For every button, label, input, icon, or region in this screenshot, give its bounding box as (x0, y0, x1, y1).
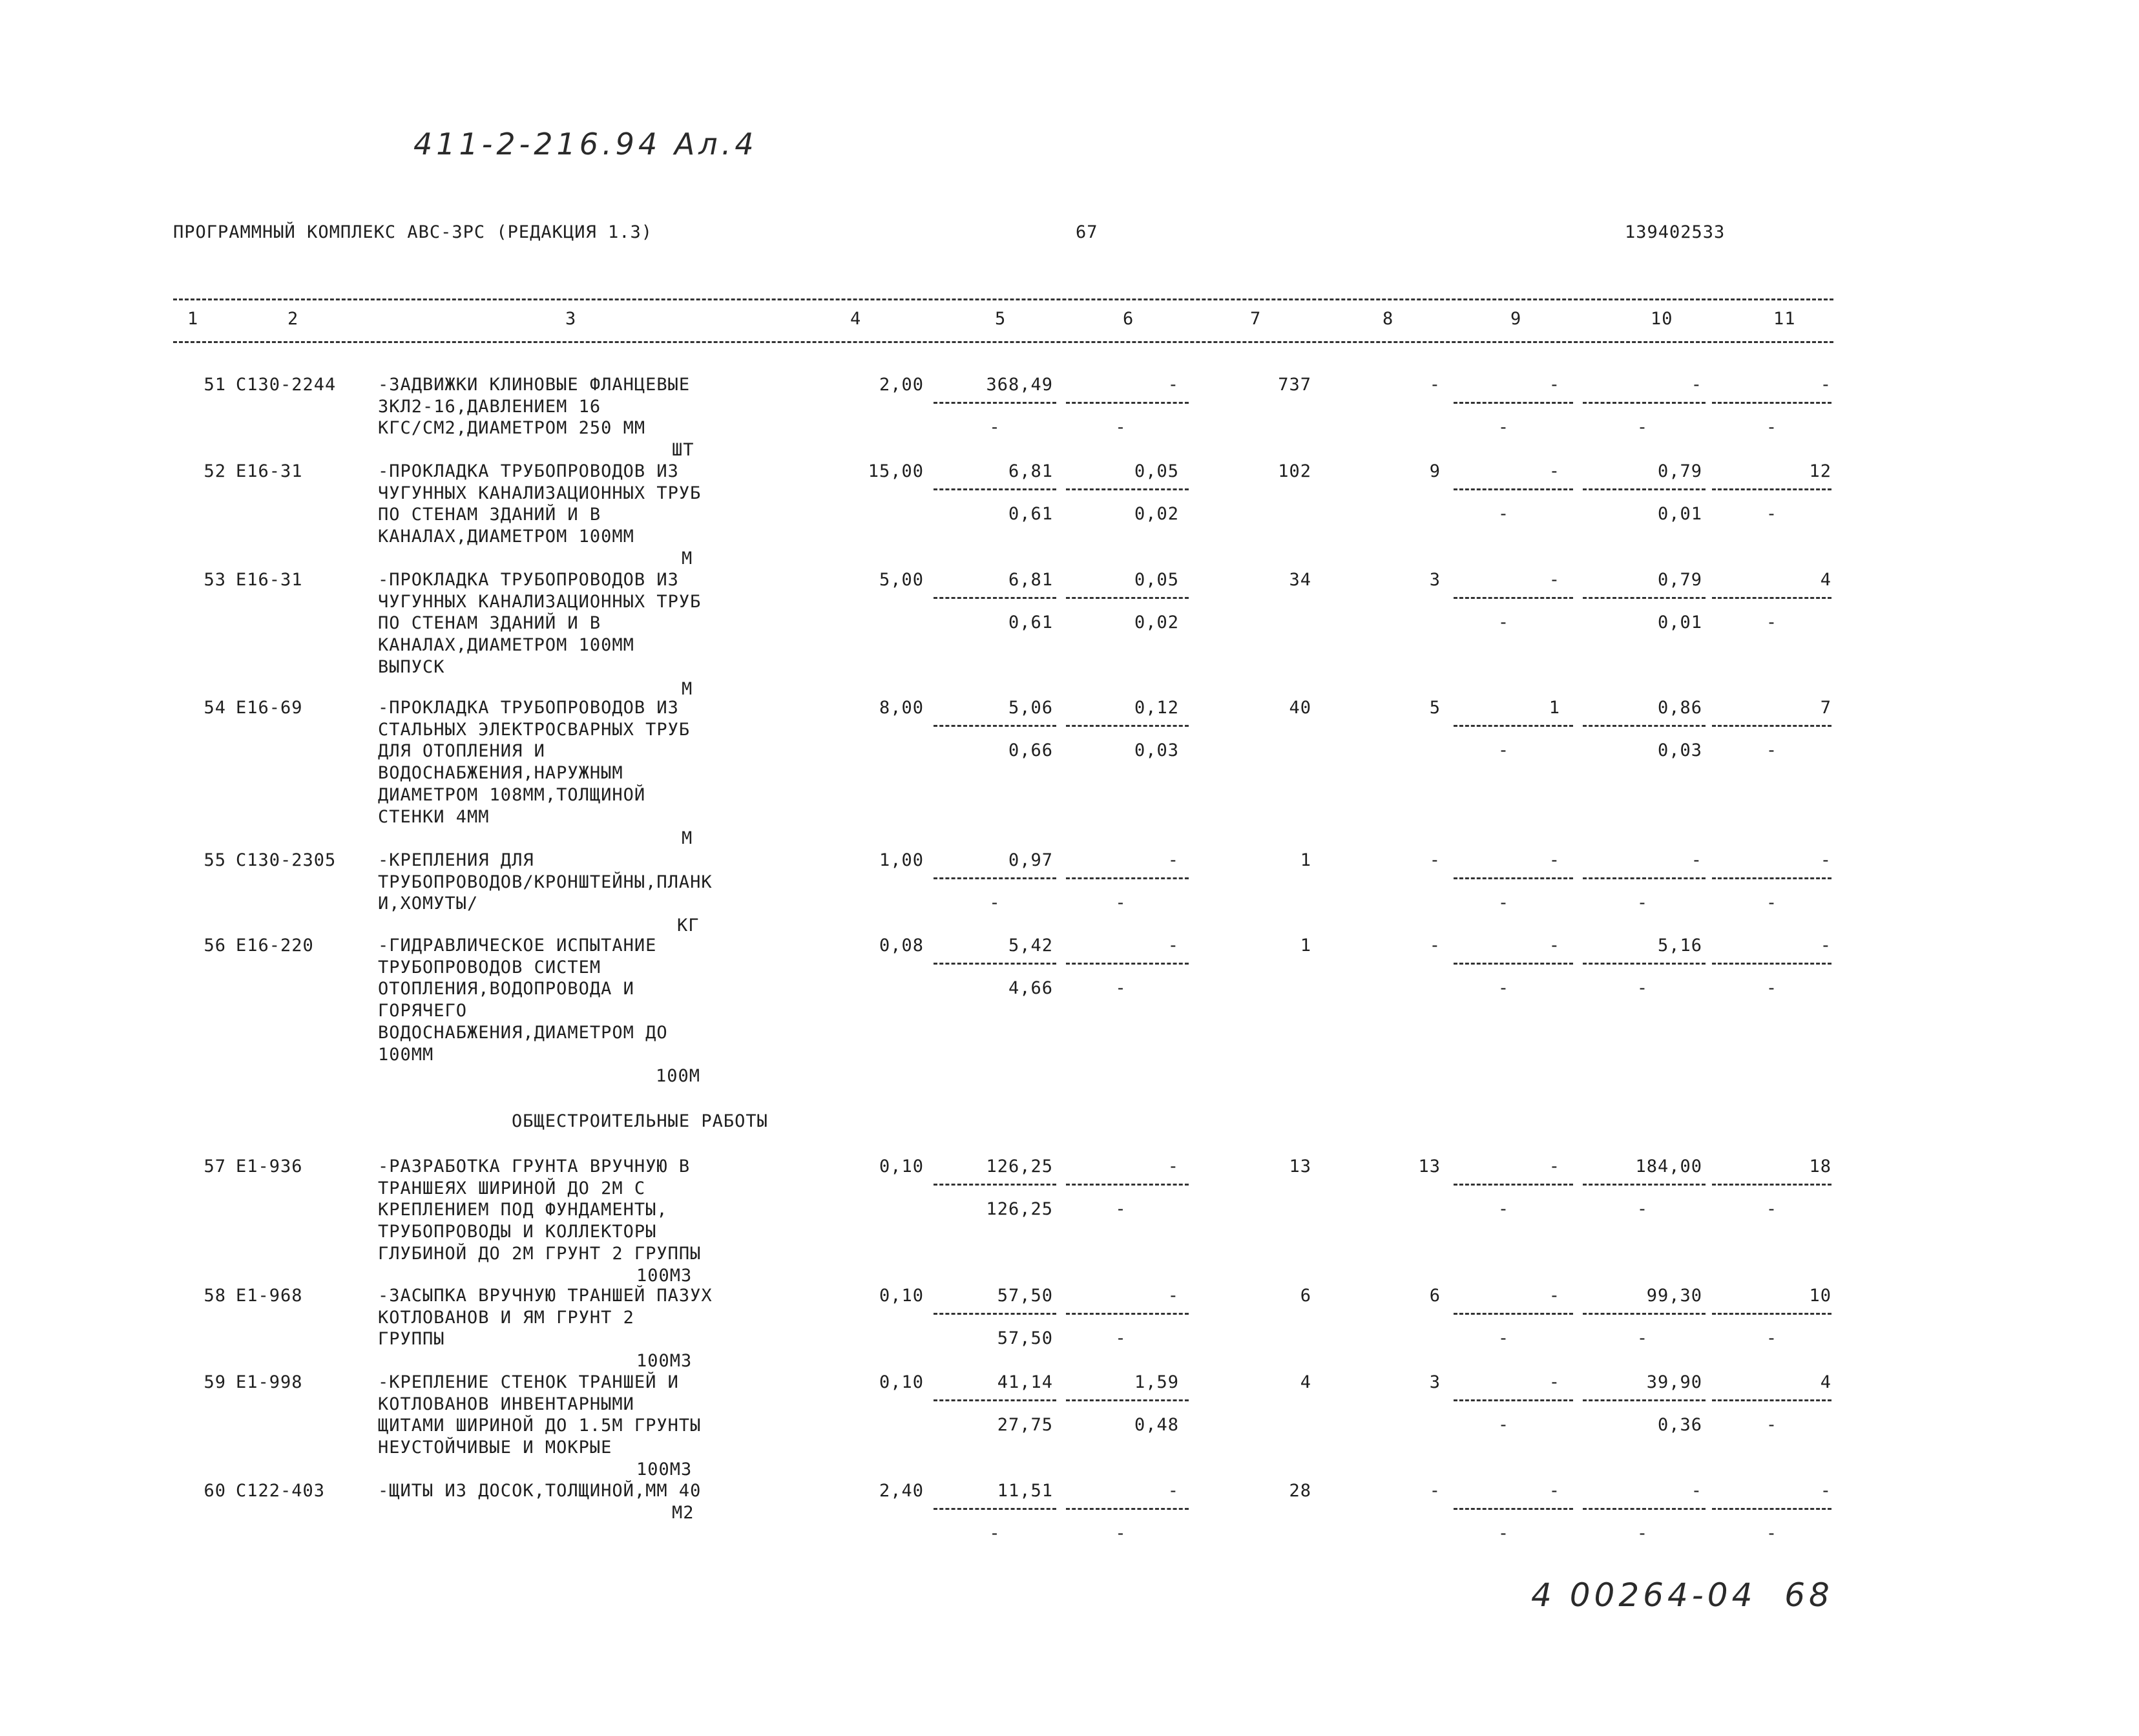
row-description-line: -ПРОКЛАДКА ТРУБОПРОВОДОВ ИЗ (378, 461, 679, 481)
row-c6-sub-value: - (1115, 417, 1127, 437)
row-c9-sub-value: - (1497, 1523, 1510, 1543)
row-description-line: СТАЛЬНЫХ ЭЛЕКТРОСВАРНЫХ ТРУБ (378, 719, 691, 740)
row-c4-value: 5,00 (879, 570, 924, 590)
row-description-line: КГС/СМ2,ДИАМЕТРОМ 250 ММ (378, 418, 646, 439)
row-c11-sub-value: - (1766, 893, 1778, 913)
row-c6-value: - (1167, 375, 1179, 395)
row-c9-value: - (1549, 1286, 1560, 1306)
row-description-line: ЩИТАМИ ШИРИНОЙ ДО 1.5М ГРУНТЫ (378, 1416, 702, 1436)
row-c9-divider (1454, 597, 1573, 599)
row-c8-value: - (1429, 936, 1441, 956)
row-number: 56 (203, 936, 226, 956)
row-c10-sub-value: 0,03 (1657, 740, 1702, 760)
section-title: ОБЩЕСТРОИТЕЛЬНЫЕ РАБОТЫ (512, 1111, 768, 1131)
row-c9-divider (1454, 488, 1573, 490)
row-description-line: ВОДОСНАБЖЕНИЯ,НАРУЖНЫМ (378, 763, 623, 784)
row-description-line: КАНАЛАХ,ДИАМЕТРОМ 100ММ (378, 527, 634, 547)
row-c9-sub-value: - (1497, 1199, 1510, 1219)
row-c9-divider (1454, 1399, 1573, 1401)
row-c8-value: - (1429, 1481, 1441, 1501)
row-c11-value: 7 (1820, 698, 1831, 718)
row-c5-sub-value: - (989, 417, 1001, 437)
row-c9-value: - (1549, 850, 1560, 870)
row-number: 58 (203, 1286, 226, 1306)
row-c5-divider (934, 1508, 1056, 1510)
row-c8-value: 6 (1429, 1286, 1441, 1306)
row-c11-value: 4 (1820, 570, 1831, 590)
row-c11-value: 18 (1809, 1156, 1831, 1177)
row-description-line: ЧУГУННЫХ КАНАЛИЗАЦИОННЫХ ТРУБ (378, 591, 702, 612)
row-description-line: ТРУБОПРОВОДОВ СИСТЕМ (378, 957, 601, 978)
row-c5-sub-value: 0,61 (1008, 504, 1053, 524)
row-code: Е1-998 (236, 1372, 303, 1392)
row-unit: 100М (656, 1066, 701, 1087)
row-number: 55 (203, 850, 226, 870)
row-c6-value: 0,05 (1134, 570, 1179, 590)
column-header-3: 3 (565, 309, 577, 329)
row-c6-divider (1066, 963, 1189, 965)
row-c7-value: 13 (1289, 1156, 1311, 1177)
row-c10-value: 5,16 (1657, 936, 1702, 956)
row-c5-divider (934, 877, 1056, 879)
row-c10-divider (1583, 725, 1706, 727)
row-code: Е1-936 (236, 1156, 303, 1177)
row-description-line: -КРЕПЛЕНИЯ ДЛЯ (378, 850, 534, 870)
row-c4-value: 2,00 (879, 375, 924, 395)
row-c9-divider (1454, 725, 1573, 727)
row-c6-divider (1066, 1184, 1189, 1186)
row-c4-value: 0,08 (879, 936, 924, 956)
row-description-line: КРЕПЛЕНИЕМ ПОД ФУНДАМЕНТЫ, (378, 1200, 668, 1220)
column-header-11: 11 (1773, 309, 1796, 329)
row-c5-value: 11,51 (997, 1481, 1053, 1501)
row-number: 51 (203, 375, 226, 395)
row-c4-value: 2,40 (879, 1481, 924, 1501)
row-c5-value: 0,97 (1008, 850, 1053, 870)
row-c8-value: - (1429, 375, 1441, 395)
row-c8-value: 9 (1429, 461, 1441, 481)
column-header-8: 8 (1383, 309, 1394, 329)
row-c5-sub-value: - (989, 1523, 1001, 1543)
row-c11-value: - (1820, 936, 1831, 956)
row-number: 59 (203, 1372, 226, 1392)
row-c10-sub-value: - (1636, 1199, 1649, 1219)
row-description-line: -РАЗРАБОТКА ГРУНТА ВРУЧНУЮ В (378, 1156, 691, 1177)
row-c10-value: 39,90 (1646, 1372, 1702, 1392)
row-description-line: ПО СТЕНАМ ЗДАНИЙ И В (378, 505, 601, 525)
row-c10-value: - (1691, 850, 1702, 870)
row-c6-sub-value: 0,02 (1134, 504, 1179, 524)
row-c8-value: 5 (1429, 698, 1441, 718)
row-description-line: ОТОПЛЕНИЯ,ВОДОПРОВОДА И (378, 979, 634, 999)
row-description-line: ЗКЛ2-16,ДАВЛЕНИЕМ 16 (378, 396, 601, 417)
row-c10-divider (1583, 1313, 1706, 1315)
row-unit: М (682, 548, 693, 569)
row-code: Е1-968 (236, 1286, 303, 1306)
row-code: Е16-31 (236, 461, 303, 481)
row-c11-divider (1712, 488, 1831, 490)
row-c6-divider (1066, 1399, 1189, 1401)
row-c10-divider (1583, 963, 1706, 965)
row-c5-value: 41,14 (997, 1372, 1053, 1392)
row-c11-value: 12 (1809, 461, 1831, 481)
row-c9-value: - (1549, 461, 1560, 481)
row-c5-sub-value: 126,25 (986, 1199, 1053, 1219)
row-c4-value: 0,10 (879, 1286, 924, 1306)
row-description-line: -ЩИТЫ ИЗ ДОСОК,ТОЛЩИНОЙ,ММ 40 (378, 1481, 702, 1501)
row-c11-divider (1712, 1508, 1831, 1510)
row-c4-value: 0,10 (879, 1156, 924, 1177)
row-c8-value: 3 (1429, 1372, 1441, 1392)
row-c6-sub-value: - (1115, 978, 1127, 998)
row-description-line: ДИАМЕТРОМ 108ММ,ТОЛЩИНОЙ (378, 784, 646, 805)
row-c5-divider (934, 1399, 1056, 1401)
row-c5-divider (934, 725, 1056, 727)
row-c6-value: - (1167, 850, 1179, 870)
row-unit: 100М3 (636, 1265, 693, 1286)
row-c9-divider (1454, 1313, 1573, 1315)
row-c5-value: 57,50 (997, 1286, 1053, 1306)
header-rule-bottom (173, 341, 1833, 343)
row-c5-sub-value: - (989, 893, 1001, 913)
row-c11-sub-value: - (1766, 978, 1778, 998)
row-description-line: ГОРЯЧЕГО (378, 1001, 468, 1021)
row-description-line: КАНАЛАХ,ДИАМЕТРОМ 100ММ (378, 635, 634, 656)
row-code: Е16-31 (236, 570, 303, 590)
row-c10-sub-value: - (1636, 978, 1649, 998)
row-code: С130-2244 (236, 375, 337, 395)
row-description-line: -КРЕПЛЕНИЕ СТЕНОК ТРАНШЕЙ И (378, 1372, 679, 1392)
row-c10-sub-value: 0,01 (1657, 504, 1702, 524)
row-description-line: 100ММ (378, 1044, 434, 1065)
row-description-line: ГЛУБИНОЙ ДО 2М ГРУНТ 2 ГРУППЫ (378, 1243, 702, 1264)
row-c11-sub-value: - (1766, 1523, 1778, 1543)
row-c8-value: 13 (1418, 1156, 1441, 1177)
row-c7-value: 4 (1300, 1372, 1311, 1392)
row-c10-divider (1583, 1399, 1706, 1401)
row-c11-value: - (1820, 375, 1831, 395)
row-c10-sub-value: - (1636, 1328, 1649, 1348)
row-c11-sub-value: - (1766, 417, 1778, 437)
row-c9-value: - (1549, 375, 1560, 395)
row-description-line: И,ХОМУТЫ/ (378, 894, 479, 914)
row-unit: 100М3 (636, 1351, 693, 1372)
row-c10-divider (1583, 488, 1706, 490)
row-number: 60 (203, 1481, 226, 1501)
row-c5-divider (934, 1313, 1056, 1315)
row-c10-sub-value: - (1636, 893, 1649, 913)
row-code: С130-2305 (236, 850, 337, 870)
row-c11-value: 10 (1809, 1286, 1831, 1306)
column-header-6: 6 (1123, 309, 1134, 329)
row-c6-divider (1066, 402, 1189, 404)
row-c5-sub-value: 0,66 (1008, 740, 1053, 760)
row-number: 53 (203, 570, 226, 590)
row-c10-divider (1583, 1184, 1706, 1186)
row-c4-value: 15,00 (868, 461, 924, 481)
header-rule-top (173, 298, 1833, 300)
column-header-5: 5 (995, 309, 1007, 329)
row-c5-sub-value: 57,50 (997, 1328, 1053, 1348)
row-c6-divider (1066, 597, 1189, 599)
row-c9-sub-value: - (1497, 978, 1510, 998)
row-c9-sub-value: - (1497, 417, 1510, 437)
row-description-line: -ЗАСЫПКА ВРУЧНУЮ ТРАНШЕЙ ПАЗУХ (378, 1286, 713, 1306)
row-c10-value: - (1691, 375, 1702, 395)
row-code: Е16-220 (236, 936, 314, 956)
row-c6-value: 0,12 (1134, 698, 1179, 718)
row-c9-divider (1454, 877, 1573, 879)
row-c10-divider (1583, 402, 1706, 404)
row-c5-divider (934, 488, 1056, 490)
row-description-line: ВОДОСНАБЖЕНИЯ,ДИАМЕТРОМ ДО (378, 1022, 668, 1043)
program-title: ПРОГРАММНЫЙ КОМПЛЕКС АВС-3РС (РЕДАКЦИЯ 1.3) (173, 222, 652, 242)
row-c5-divider (934, 597, 1056, 599)
row-c11-divider (1712, 402, 1831, 404)
column-header-4: 4 (850, 309, 862, 329)
row-c5-value: 368,49 (986, 375, 1053, 395)
row-description-line: ПО СТЕНАМ ЗДАНИЙ И В (378, 613, 601, 634)
row-c9-divider (1454, 1184, 1573, 1186)
row-description-line: ТРАНШЕЯХ ШИРИНОЙ ДО 2М С (378, 1178, 646, 1198)
row-c9-sub-value: - (1497, 893, 1510, 913)
row-c11-divider (1712, 1184, 1831, 1186)
row-c9-divider (1454, 963, 1573, 965)
row-c6-value: 1,59 (1134, 1372, 1179, 1392)
row-code: Е16-69 (236, 698, 303, 718)
row-c7-value: 34 (1289, 570, 1311, 590)
row-c11-divider (1712, 597, 1831, 599)
row-c10-value: 0,79 (1657, 570, 1702, 590)
row-c7-value: 28 (1289, 1481, 1311, 1501)
row-c6-sub-value: 0,03 (1134, 740, 1179, 760)
row-unit: 100М3 (636, 1459, 693, 1480)
row-c6-sub-value: - (1115, 1328, 1127, 1348)
row-description-line: КОТЛОВАНОВ И ЯМ ГРУНТ 2 (378, 1307, 634, 1328)
row-c10-value: 99,30 (1646, 1286, 1702, 1306)
row-c10-value: 0,79 (1657, 461, 1702, 481)
row-c10-sub-value: - (1636, 417, 1649, 437)
row-c9-sub-value: - (1497, 1415, 1510, 1435)
row-c11-sub-value: - (1766, 612, 1778, 633)
row-description-line: ВЫПУСК (378, 656, 445, 677)
row-c6-value: - (1167, 1481, 1179, 1501)
row-c11-divider (1712, 963, 1831, 965)
row-c9-value: - (1549, 1372, 1560, 1392)
row-c6-divider (1066, 488, 1189, 490)
row-c9-sub-value: - (1497, 1328, 1510, 1348)
row-c6-divider (1066, 1313, 1189, 1315)
row-c6-sub-value: - (1115, 1523, 1127, 1543)
row-c4-value: 0,10 (879, 1372, 924, 1392)
row-c10-value: 0,86 (1657, 698, 1702, 718)
row-c5-value: 5,06 (1008, 698, 1053, 718)
row-c10-value: 184,00 (1635, 1156, 1702, 1177)
row-description-line: ДЛЯ ОТОПЛЕНИЯ И (378, 741, 545, 762)
row-description-line: ЧУГУННЫХ КАНАЛИЗАЦИОННЫХ ТРУБ (378, 483, 702, 503)
handwritten-footer: 4 00264-04 68 (1531, 1576, 1833, 1614)
row-c6-sub-value: - (1115, 893, 1127, 913)
row-c11-sub-value: - (1766, 1199, 1778, 1219)
row-c9-value: - (1549, 570, 1560, 590)
row-c7-value: 1 (1300, 936, 1311, 956)
row-c11-sub-value: - (1766, 504, 1778, 524)
row-c5-divider (934, 402, 1056, 404)
row-c9-divider (1454, 402, 1573, 404)
row-c11-sub-value: - (1766, 1415, 1778, 1435)
row-unit: М (682, 828, 693, 849)
row-c7-value: 40 (1289, 698, 1311, 718)
row-c10-sub-value: - (1636, 1523, 1649, 1543)
row-c6-sub-value: 0,02 (1134, 612, 1179, 633)
row-c6-divider (1066, 725, 1189, 727)
row-c5-value: 5,42 (1008, 936, 1053, 956)
row-unit: М (682, 678, 693, 699)
row-c9-sub-value: - (1497, 612, 1510, 633)
row-c11-sub-value: - (1766, 740, 1778, 760)
row-c7-value: 102 (1278, 461, 1311, 481)
row-c10-divider (1583, 877, 1706, 879)
row-c10-value: - (1691, 1481, 1702, 1501)
row-description-line: -ЗАДВИЖКИ КЛИНОВЫЕ ФЛАНЦЕВЫЕ (378, 375, 691, 395)
row-code: С122-403 (236, 1481, 326, 1501)
row-c10-sub-value: 0,36 (1657, 1415, 1702, 1435)
row-c5-sub-value: 0,61 (1008, 612, 1053, 633)
row-c9-value: - (1549, 1481, 1560, 1501)
row-description-line: ГРУППЫ (378, 1329, 445, 1350)
row-c9-value: - (1549, 936, 1560, 956)
row-c7-value: 6 (1300, 1286, 1311, 1306)
row-c11-divider (1712, 1313, 1831, 1315)
row-c6-divider (1066, 877, 1189, 879)
row-c6-divider (1066, 1508, 1189, 1510)
row-c6-sub-value: 0,48 (1134, 1415, 1179, 1435)
row-c9-value: - (1549, 1156, 1560, 1177)
row-c6-value: - (1167, 1156, 1179, 1177)
row-c10-divider (1583, 1508, 1706, 1510)
column-header-7: 7 (1250, 309, 1262, 329)
row-description-line: КОТЛОВАНОВ ИНВЕНТАРНЫМИ (378, 1394, 634, 1414)
row-c5-sub-value: 4,66 (1008, 978, 1053, 998)
row-c11-divider (1712, 877, 1831, 879)
row-description-line: ТРУБОПРОВОДЫ И КОЛЛЕКТОРЫ (378, 1222, 657, 1242)
row-c11-value: - (1820, 850, 1831, 870)
row-c8-value: 3 (1429, 570, 1441, 590)
row-description-line: НЕУСТОЙЧИВЫЕ И МОКРЫЕ (378, 1438, 612, 1458)
row-c10-divider (1583, 597, 1706, 599)
row-description-line: -ПРОКЛАДКА ТРУБОПРОВОДОВ ИЗ (378, 570, 679, 590)
row-c11-divider (1712, 725, 1831, 727)
row-c9-value: 1 (1549, 698, 1560, 718)
row-c7-value: 737 (1278, 375, 1311, 395)
row-c5-value: 126,25 (986, 1156, 1053, 1177)
row-c11-sub-value: - (1766, 1328, 1778, 1348)
row-c5-value: 6,81 (1008, 570, 1053, 590)
row-c5-divider (934, 1184, 1056, 1186)
row-c7-value: 1 (1300, 850, 1311, 870)
column-header-9: 9 (1510, 309, 1522, 329)
row-c8-value: - (1429, 850, 1441, 870)
row-c11-divider (1712, 1399, 1831, 1401)
row-c10-sub-value: 0,01 (1657, 612, 1702, 633)
row-c5-divider (934, 963, 1056, 965)
row-description-line: -ГИДРАВЛИЧЕСКОЕ ИСПЫТАНИЕ (378, 936, 657, 956)
row-c5-value: 6,81 (1008, 461, 1053, 481)
page-number: 67 (1076, 222, 1098, 242)
column-header-2: 2 (287, 309, 299, 329)
row-unit: М2 (672, 1502, 694, 1523)
row-c6-value: 0,05 (1134, 461, 1179, 481)
row-number: 52 (203, 461, 226, 481)
row-c9-divider (1454, 1508, 1573, 1510)
row-description-line: ТРУБОПРОВОДОВ/КРОНШТЕЙНЫ,ПЛАНК (378, 872, 713, 892)
row-number: 54 (203, 698, 226, 718)
column-header-10: 10 (1651, 309, 1673, 329)
document-code: 139402533 (1625, 222, 1726, 242)
row-c5-sub-value: 27,75 (997, 1415, 1053, 1435)
column-header-1: 1 (187, 309, 199, 329)
row-c6-value: - (1167, 1286, 1179, 1306)
row-c6-sub-value: - (1115, 1199, 1127, 1219)
row-unit: КГ (677, 915, 700, 936)
row-c11-value: 4 (1820, 1372, 1831, 1392)
row-unit: ШТ (672, 440, 694, 461)
row-c4-value: 8,00 (879, 698, 924, 718)
row-description-line: СТЕНКИ 4ММ (378, 806, 490, 827)
handwritten-reference: 411-2-216.94 Ал.4 (413, 127, 758, 162)
row-c11-value: - (1820, 1481, 1831, 1501)
row-c9-sub-value: - (1497, 504, 1510, 524)
row-c4-value: 1,00 (879, 850, 924, 870)
row-number: 57 (203, 1156, 226, 1177)
row-c9-sub-value: - (1497, 740, 1510, 760)
row-description-line: -ПРОКЛАДКА ТРУБОПРОВОДОВ ИЗ (378, 698, 679, 718)
row-c6-value: - (1167, 936, 1179, 956)
